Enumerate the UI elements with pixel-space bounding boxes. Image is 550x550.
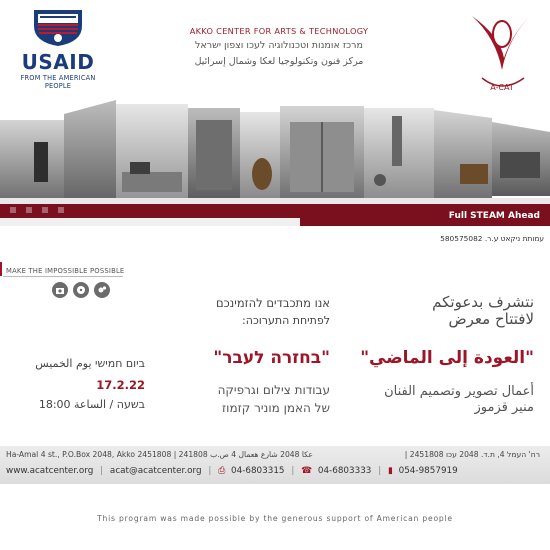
email-link[interactable]: acat@acatcenter.org <box>109 466 202 476</box>
gear-icon <box>94 282 110 298</box>
usaid-wordmark: USAID <box>21 50 95 74</box>
mobile-icon: ▮ <box>387 466 393 476</box>
akko-center-name-en: AKKO CENTER FOR ARTS & TECHNOLOGY <box>189 26 369 36</box>
fax-number: 04-6803315 <box>230 466 285 476</box>
fax-icon: ⎙ <box>218 466 226 476</box>
mobile-number[interactable]: 054-9857919 <box>398 466 458 476</box>
exhibition-title-he: "בחזרה לעבר" <box>213 348 330 368</box>
event-day: ביום חמישי يوم الخميس <box>35 357 145 370</box>
acat-logo-text: A-CAT <box>490 83 514 92</box>
artist-desc-ar-line2: منير قزموز <box>474 400 534 415</box>
camera-icon <box>52 282 68 298</box>
akko-center-name-he: מרכז אומנות וטכנולוגיה לעכו וצפון ישראל <box>195 40 363 51</box>
make-impossible-text: MAKE THE IMPOSSIBLE POSSIBLE <box>6 267 125 275</box>
usaid-tagline: FROM THE AMERICAN PEOPLE <box>20 74 96 90</box>
artist-desc-he-line1: עבודות צילום וגרפיקה <box>217 383 330 397</box>
phone-number[interactable]: 04-6803333 <box>317 466 372 476</box>
event-date: 17.2.22 <box>96 378 145 392</box>
tagline-full-steam: Full STEAM Ahead <box>448 211 540 221</box>
event-time: בשעה / الساعة 18:00 <box>38 398 145 411</box>
support-statement: This program was made possible by the generous support of American people <box>97 514 453 523</box>
website-link[interactable]: www.acatcenter.org <box>6 466 94 476</box>
invite-he-line2: לפתיחת התערוכה: <box>242 314 330 327</box>
invite-he-line1: אנו מתכבדים להזמינכם <box>215 296 330 310</box>
usaid-seal-icon <box>30 8 86 48</box>
footer-contacts: www.acatcenter.org | acat@acatcenter.org | ⎙ 04-6803315 | ☎ 04-6803333 | ▮ 054-9857919 <box>6 466 458 476</box>
film-reel-icon <box>73 282 89 298</box>
phone-icon: ☎ <box>301 466 313 476</box>
artist-desc-he-line2: של האמן מוניר קזמוז <box>222 401 330 415</box>
address-he: רח' העמל 4, ת.ד. 2048 עכו 2451808 | <box>404 450 540 459</box>
address-en: Ha-Amal 4 st., P.O.Box 2048, Akko 2451808 | 241808 عكا 2048 شارع هعمال 4 ص.ب <box>6 450 313 459</box>
invite-ar-line2: لافتتاح معرض <box>448 310 534 328</box>
invite-ar-line1: نتشرف بدعوتكم <box>432 293 534 311</box>
artist-desc-ar-line1: أعمال تصوير وتصميم الفنان <box>384 384 534 399</box>
registration-number: עמותת ניקאט ע.ר. 580575082 <box>440 234 544 243</box>
exhibition-title-ar: "العودة إلى الماضي" <box>360 348 534 368</box>
akko-center-name-ar: مركز فنون وتكنولوجيا لعكا وشمال إسرائيل <box>194 56 364 67</box>
acat-logo <box>452 8 547 98</box>
